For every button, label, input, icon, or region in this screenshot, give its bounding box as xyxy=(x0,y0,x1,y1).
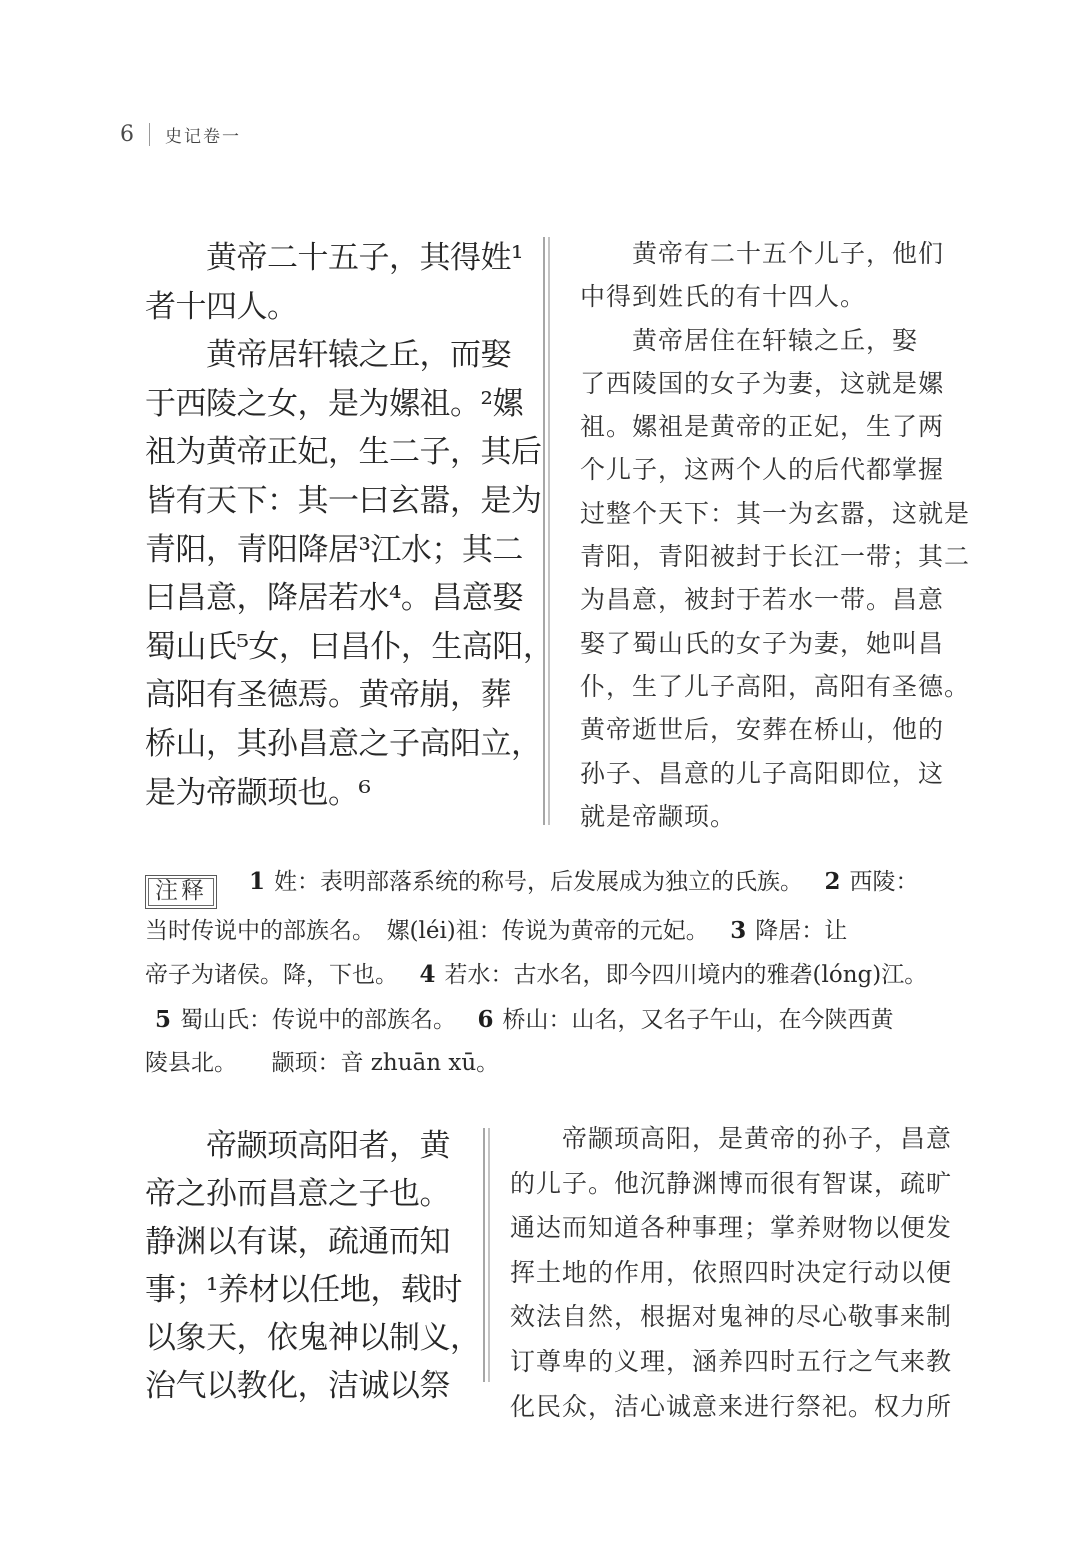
notes-label-box xyxy=(145,875,217,909)
text-line: 治气以教化，洁诚以祭 xyxy=(145,1368,450,1404)
text-line: 帝颛顼高阳，是黄帝的孙子，昌意 xyxy=(510,1124,953,1153)
text-line: 黄帝有二十五个儿子，他们 xyxy=(580,239,945,268)
notes-line xyxy=(145,1042,975,1085)
book-title: 史记卷一 xyxy=(165,127,241,147)
text-line: 祖。嫘祖是黄帝的正妃，生了两 xyxy=(580,412,945,442)
text-line: 皆有天下：其一曰玄嚣，是为 xyxy=(145,482,542,519)
text-line: 事；¹养材以任地，载时 xyxy=(145,1272,462,1308)
text-line: 仆，生了儿子高阳，高阳有圣德。 xyxy=(580,671,971,701)
text-line: 蜀山氏⁵女，曰昌仆，生高阳， xyxy=(145,628,554,665)
notes-line-text: 帝子为诸侯。降，下也。 4 若水：古水名，即今四川境内的雅砻(lóng)江。 xyxy=(145,961,928,989)
column-divider xyxy=(483,1128,490,1382)
text-line: 帝颛顼高阳者，黄 xyxy=(145,1128,450,1164)
text-line: 于西陵之女，是为嫘祖。²嫘 xyxy=(145,385,523,422)
text-line: 娶了蜀山氏的女子为妻，她叫昌 xyxy=(580,628,945,658)
notes-line xyxy=(145,860,975,909)
text-line: 就是帝颛顼。 xyxy=(580,801,737,831)
text-line: 青阳，青阳被封于长江一带；其二 xyxy=(580,542,971,572)
translation-column-2 xyxy=(510,1117,952,1429)
text-line: 桥山，其孙昌意之子高阳立， xyxy=(145,725,542,762)
text-line: 过整个天下：其一为玄嚣，这就是 xyxy=(580,498,971,528)
text-line: 以象天，依鬼神以制义， xyxy=(145,1320,481,1356)
text-line: 帝之孙而昌意之子也。 xyxy=(145,1176,450,1212)
text-line: 祖为黄帝正妃，生二子，其后 xyxy=(145,434,542,471)
text-line: 孙子、昌意的儿子高阳即位，这 xyxy=(580,758,945,788)
notes-line-text: 陵县北。 颛顼：音 zhuān xū。 xyxy=(145,1049,500,1076)
text-line: 效法自然，根据对鬼神的尽心敬事来制 xyxy=(510,1302,953,1332)
notes-line-text: 5 蜀山氏：传说中的部族名。 6 桥山：山名，又名子午山，在今陕西黄 xyxy=(155,1005,894,1033)
text-line: 黄帝二十五子，其得姓¹ xyxy=(145,240,523,276)
header-divider-line xyxy=(149,123,150,146)
text-line: 者十四人。 xyxy=(145,288,298,325)
text-line: 黄帝居住在轩辕之丘，娶 xyxy=(580,325,919,355)
notes-line xyxy=(145,998,975,1042)
text-line: 订尊卑的义理，涵养四时五行之气来教 xyxy=(510,1346,953,1376)
page-header xyxy=(120,122,241,147)
classical-text-column-1 xyxy=(145,234,553,817)
text-line: 挥土地的作用，依照四时决定行动以便 xyxy=(510,1257,953,1287)
notes-line xyxy=(145,953,975,997)
text-line: 黄帝居轩辕之丘，而娶 xyxy=(145,337,511,374)
text-line: 是为帝颛顼也。⁶ xyxy=(145,774,371,811)
text-line: 化民众，洁心诚意来进行祭祀。权力所 xyxy=(510,1391,953,1421)
text-line: 个儿子，这两个人的后代都掌握 xyxy=(580,455,945,485)
text-line: 曰昌意，降居若水⁴。昌意娶 xyxy=(145,580,523,617)
text-line: 青阳，青阳降居³江水；其二 xyxy=(145,531,523,568)
column-divider xyxy=(543,237,550,825)
text-line: 了西陵国的女子为妻，这就是嫘 xyxy=(580,368,945,398)
notes-line xyxy=(145,909,975,953)
text-line: 高阳有圣德焉。黄帝崩，葬 xyxy=(145,677,511,714)
text-line: 的儿子。他沉静渊博而很有智谋，疏旷 xyxy=(510,1168,953,1198)
translation-column-1 xyxy=(580,232,970,838)
text-line: 静渊以有谋，疏通而知 xyxy=(145,1224,450,1260)
text-line: 为昌意，被封于若水一带。昌意 xyxy=(580,585,945,615)
classical-text-column-2 xyxy=(145,1122,481,1410)
text-line: 通达而知道各种事理；掌养财物以便发 xyxy=(510,1213,953,1243)
notes-block xyxy=(145,860,975,1085)
page-number: 6 xyxy=(120,121,134,147)
text-line: 中得到姓氏的有十四人。 xyxy=(580,282,867,312)
notes-line-text: 当时传说中的部族名。 嫘(léi)祖：传说为黄帝的元妃。 3 降居：让 xyxy=(145,917,848,944)
text-line: 黄帝逝世后，安葬在桥山，他的 xyxy=(580,715,945,745)
notes-label-text: 注释 xyxy=(155,878,207,904)
notes-line-text: 1 姓：表明部落系统的称号，后发展成为独立的氏族。 2 西陵： xyxy=(249,868,919,895)
